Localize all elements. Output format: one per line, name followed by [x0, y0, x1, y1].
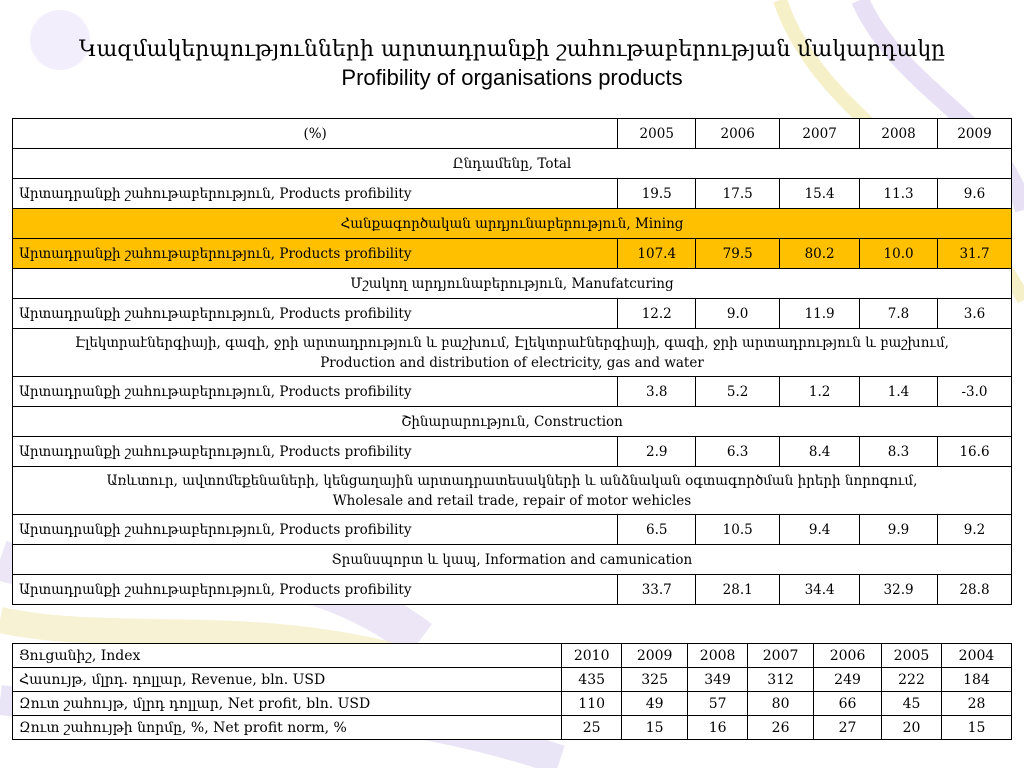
section-title-row	[13, 269, 1012, 299]
value-cell: 222	[882, 668, 942, 692]
row-label: Զուտ շահույթ, մլրդ դոլլար, Net profit, bln. USD	[13, 692, 562, 716]
value-cell: 1.4	[860, 377, 938, 407]
header-year: 2009	[938, 119, 1012, 149]
value-cell: 11.3	[860, 179, 938, 209]
value-cell: 16	[688, 716, 748, 740]
value-cell: 9.4	[780, 515, 860, 545]
table-row	[13, 239, 1012, 269]
value-cell: 15.4	[780, 179, 860, 209]
value-cell: 107.4	[618, 239, 696, 269]
table-row	[13, 299, 1012, 329]
value-cell: 9.9	[860, 515, 938, 545]
section-title	[13, 209, 1012, 239]
value-cell: 8.3	[860, 437, 938, 467]
index-table	[12, 643, 1012, 740]
value-cell: 66	[814, 692, 882, 716]
value-cell: 349	[688, 668, 748, 692]
row-label: Հասույթ, մլրդ. դոլլար, Revenue, bln. USD	[13, 668, 562, 692]
header-year: 2010	[562, 644, 622, 668]
value-cell: 34.4	[780, 575, 860, 605]
value-cell: 28.1	[696, 575, 780, 605]
value-cell: 49	[622, 692, 688, 716]
value-cell: 15	[941, 716, 1011, 740]
header-year: 2007	[780, 119, 860, 149]
table-row	[13, 692, 1012, 716]
value-cell: 31.7	[938, 239, 1012, 269]
profitability-table	[12, 118, 1012, 605]
row-label: Արտադրանքի շահութաբերություն, Products profibility	[13, 179, 618, 209]
value-cell: 249	[814, 668, 882, 692]
value-cell: 80.2	[780, 239, 860, 269]
header-year: 2008	[860, 119, 938, 149]
section-title-line: Ընդամենը, Total	[452, 155, 572, 172]
table-row	[13, 668, 1012, 692]
section-title-line: Մշակող արդյունաբերություն, Manufatcuring	[350, 275, 674, 292]
value-cell: 16.6	[938, 437, 1012, 467]
value-cell: 3.6	[938, 299, 1012, 329]
value-cell: 184	[941, 668, 1011, 692]
value-cell: 33.7	[618, 575, 696, 605]
table-row	[13, 575, 1012, 605]
value-cell: 8.4	[780, 437, 860, 467]
value-cell: 32.9	[860, 575, 938, 605]
section-title-line: Production and distribution of electricity, gas and water	[320, 354, 704, 371]
value-cell: 45	[882, 692, 942, 716]
value-cell: 79.5	[696, 239, 780, 269]
title-armenian: Կազմակերպությունների արտադրանքի շահութաբերության մակարդակը	[78, 37, 946, 62]
value-cell: 12.2	[618, 299, 696, 329]
value-cell: 19.5	[618, 179, 696, 209]
value-cell: 2.9	[618, 437, 696, 467]
value-cell: 28	[941, 692, 1011, 716]
value-cell: 17.5	[696, 179, 780, 209]
value-cell: 1.2	[780, 377, 860, 407]
value-cell: 15	[622, 716, 688, 740]
header-year: 2005	[882, 644, 942, 668]
value-cell: 312	[748, 668, 814, 692]
section-title-line: Տրանսպորտ և կապ, Information and camunication	[331, 551, 693, 568]
value-cell: 7.8	[860, 299, 938, 329]
row-label: Արտադրանքի շահութաբերություն, Products profibility	[13, 299, 618, 329]
table-row	[13, 377, 1012, 407]
value-cell: 10.0	[860, 239, 938, 269]
value-cell: 3.8	[618, 377, 696, 407]
header-year: 2005	[618, 119, 696, 149]
value-cell: 57	[688, 692, 748, 716]
section-title	[13, 149, 1012, 179]
section-title-line: Առևտուր, ավտոմեքենաների, կենցաղային արտադրատեսակների և անձնական օգտագործման իրերի նորոգում,	[106, 472, 918, 489]
table-row	[13, 179, 1012, 209]
section-title-row	[13, 329, 1012, 377]
table-header-row	[13, 119, 1012, 149]
section-title-row	[13, 545, 1012, 575]
section-title-line: Շինարարություն, Construction	[401, 413, 623, 430]
header-year: 2007	[748, 644, 814, 668]
value-cell: 6.3	[696, 437, 780, 467]
value-cell: 110	[562, 692, 622, 716]
section-title-line: Հանքագործական արդյունաբերություն, Mining	[340, 215, 684, 232]
index-header-label: Ցուցանիշ, Index	[13, 644, 562, 668]
value-cell: 9.2	[938, 515, 1012, 545]
page-header	[0, 36, 1024, 92]
value-cell: 6.5	[618, 515, 696, 545]
index-header-row	[13, 644, 1012, 668]
header-unit-label: (%)	[13, 119, 618, 149]
section-title	[13, 545, 1012, 575]
section-title	[13, 467, 1012, 515]
header-year: 2008	[688, 644, 748, 668]
table-row	[13, 716, 1012, 740]
table-row	[13, 437, 1012, 467]
value-cell: 27	[814, 716, 882, 740]
section-title-row	[13, 467, 1012, 515]
value-cell: -3.0	[938, 377, 1012, 407]
row-label: Արտադրանքի շահութաբերություն, Products profibility	[13, 437, 618, 467]
title-english: Profibility of organisations products	[341, 65, 683, 90]
section-title	[13, 329, 1012, 377]
section-title	[13, 407, 1012, 437]
row-label: Արտադրանքի շահութաբերություն, Products profibility	[13, 377, 618, 407]
section-title-line: Էլեկտրաէներգիայի, գազի, ջրի արտադրություն և բաշխում, Էլեկտրաէներգիայի, գազի, ջրի արտադրություն և բաշխում,	[75, 334, 949, 351]
table-row	[13, 515, 1012, 545]
header-year: 2006	[814, 644, 882, 668]
value-cell: 435	[562, 668, 622, 692]
value-cell: 20	[882, 716, 942, 740]
value-cell: 5.2	[696, 377, 780, 407]
section-title-row	[13, 209, 1012, 239]
row-label: Արտադրանքի շահութաբերություն, Products profibility	[13, 239, 618, 269]
value-cell: 9.6	[938, 179, 1012, 209]
row-label: Արտադրանքի շահութաբերություն, Products profibility	[13, 515, 618, 545]
value-cell: 26	[748, 716, 814, 740]
section-title-row	[13, 149, 1012, 179]
value-cell: 80	[748, 692, 814, 716]
section-title	[13, 269, 1012, 299]
value-cell: 11.9	[780, 299, 860, 329]
header-year: 2006	[696, 119, 780, 149]
value-cell: 9.0	[696, 299, 780, 329]
value-cell: 10.5	[696, 515, 780, 545]
header-year: 2009	[622, 644, 688, 668]
value-cell: 28.8	[938, 575, 1012, 605]
section-title-row	[13, 407, 1012, 437]
value-cell: 25	[562, 716, 622, 740]
value-cell: 325	[622, 668, 688, 692]
row-label: Զուտ շահույթի նորմը, %, Net profit norm, %	[13, 716, 562, 740]
section-title-line: Wholesale and retail trade, repair of motor wehicles	[332, 492, 692, 509]
header-year: 2004	[941, 644, 1011, 668]
row-label: Արտադրանքի շահութաբերություն, Products profibility	[13, 575, 618, 605]
